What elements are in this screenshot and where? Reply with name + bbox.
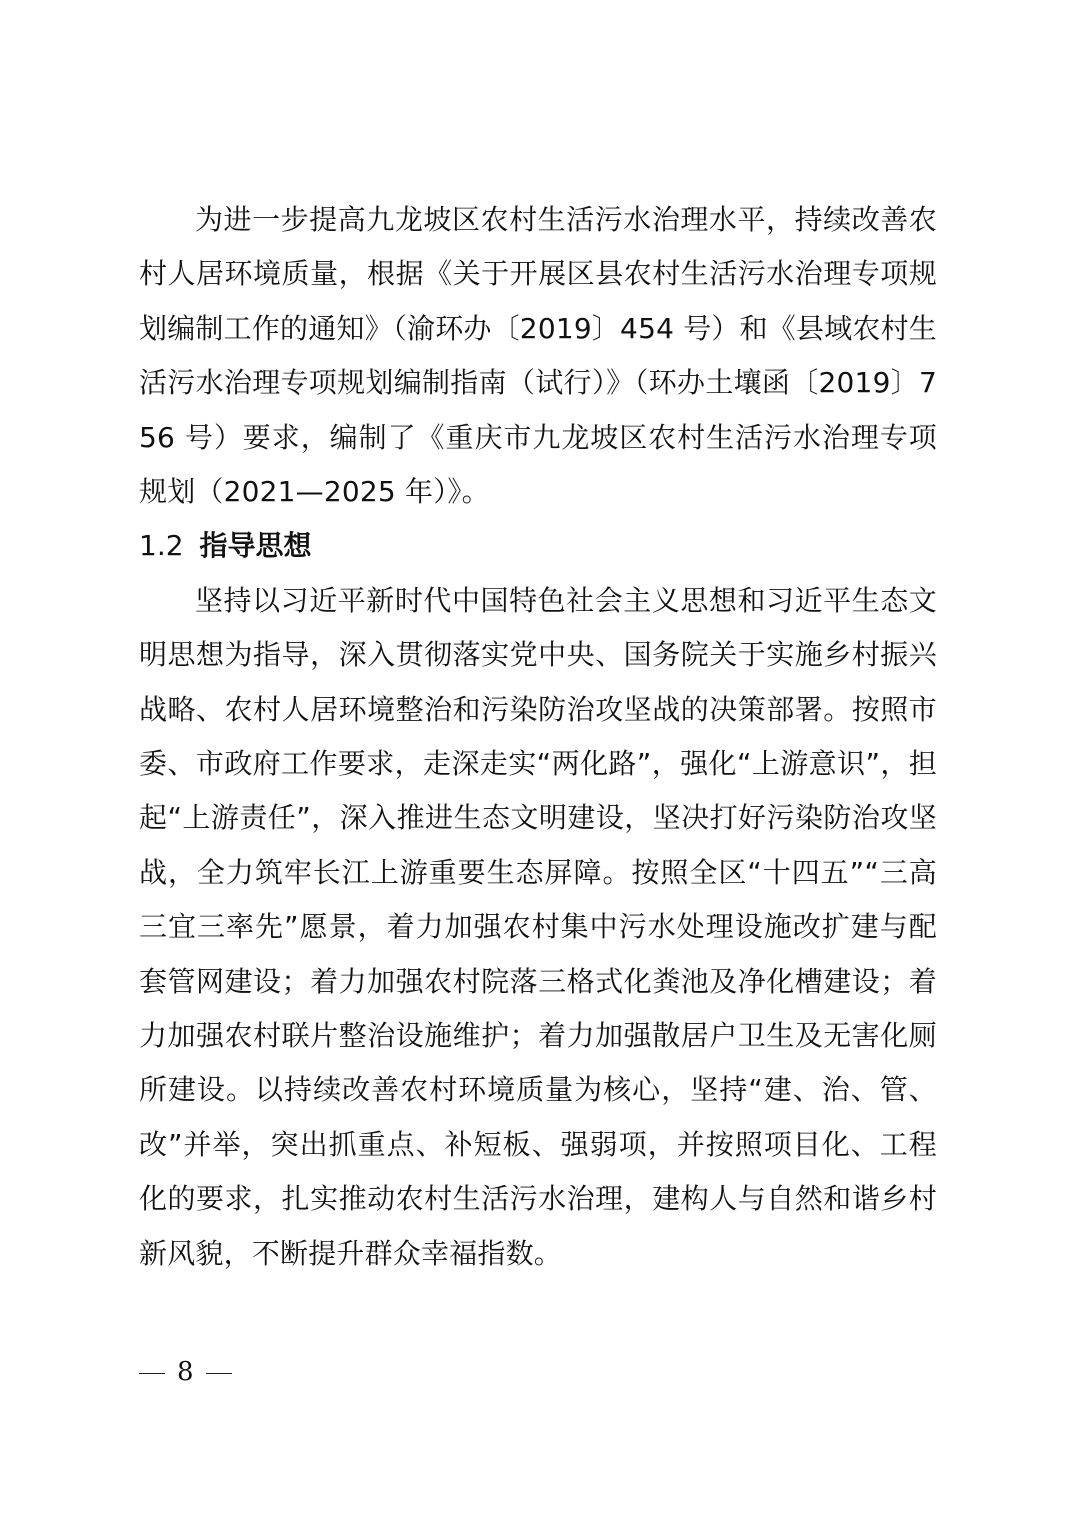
footer-dash-left	[139, 1373, 165, 1374]
section-title: 指导思想	[199, 529, 312, 563]
page-footer	[139, 1352, 244, 1392]
section-heading	[139, 519, 937, 573]
guiding-ideology-paragraph: 坚持以习近平新时代中国特色社会主义思想和习近平生态文明思想为指导，深入贯彻落实党中央、国务院关于实施乡村振兴战略、农村人居环境整治和污染防治攻坚战的决策部署。按照市委、市政府工作要求，走深走实“两化路”，强化“上游意识”，担起“上游责任”，深入推进生态文明建设，坚决打好污染防治攻坚战，全力筑牢长江上游重要生态屏障。按照全区“十四五”“三高三宜三率先”愿景，着力加强农村集中污水处理设施改扩建与配套管网建设；着力加强农村院落三格式化粪池及净化槽建设；着力加强农村联片整治设施维护；着力加强散居户卫生及无害化厕所建设。以持续改善农村环境质量为核心，坚持“建、治、管、改”并举，突出抓重点、补短板、强弱项，并按照项目化、工程化的要求，扎实推动农村生活污水治理，建构人与自然和谐乡村新风貌，不断提升群众幸福指数。	[139, 583, 937, 1270]
page-number: 8	[177, 1357, 194, 1387]
page-body	[139, 193, 937, 1281]
section-number: 1.2	[139, 529, 184, 563]
footer-dash-right	[206, 1373, 232, 1374]
intro-paragraph: 为进一步提高九龙坡区农村生活污水治理水平，持续改善农村人居环境质量，根据《关于开展区县农村生活污水治理专项规划编制工作的通知》（渝环办〔2019〕454 号）和《县域农村生活污水治理专项规划编制指南（试行）》（环办土壤函〔2019〕756 号）要求，编制了《重庆市九龙坡区农村生活污水治理专项规划（2021—2025 年）》。	[139, 203, 938, 509]
